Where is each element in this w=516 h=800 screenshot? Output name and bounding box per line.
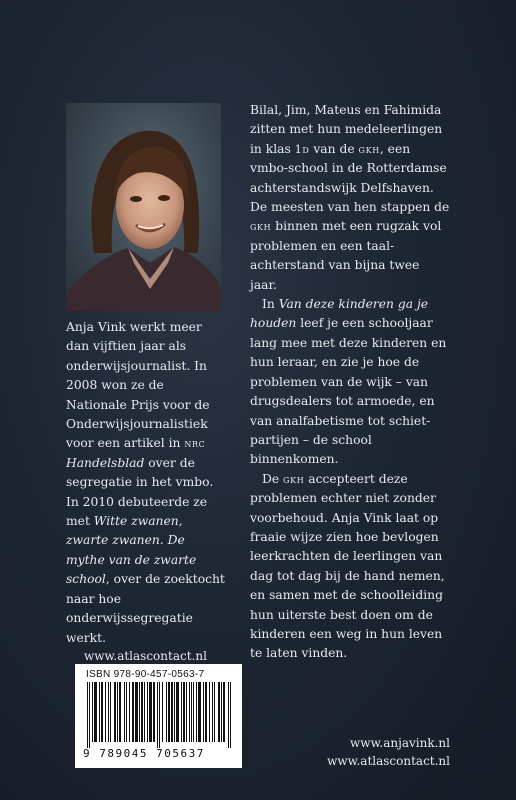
barcode-bar — [198, 682, 201, 742]
ean-digits: 9 789045 705637 — [83, 747, 205, 760]
barcode-bar — [99, 682, 100, 742]
barcode-bar — [191, 682, 192, 742]
isbn-barcode — [75, 664, 242, 768]
class-label: 1d — [294, 142, 310, 156]
blurb-paragraph-1: Bilal, Jim, Mateus en Fahimida zitten met hun medeleerlingen in klas 1d van de gkh, een vmbo-school in de Rotterdamse achterstandswijk Delfshaven. De meesten van hen stappen de gkh binnen met een rugzak vol problemen en een taalachterstand van bijna twee jaar. — [250, 103, 450, 292]
barcode-bar — [144, 682, 145, 742]
barcode-bar — [176, 682, 179, 742]
barcode-bar — [212, 682, 213, 742]
barcode-bar — [89, 682, 90, 748]
barcode-bar — [168, 682, 170, 742]
barcode-bar — [129, 682, 130, 742]
barcode-bar — [228, 682, 229, 748]
barcode-bar — [101, 682, 103, 742]
barcode-bar — [193, 682, 194, 742]
author-bio — [66, 318, 226, 648]
barcode-bar — [230, 682, 231, 748]
barcode-bars — [83, 682, 234, 748]
newspaper-name: Handelsblad — [66, 455, 145, 470]
barcode-bar — [157, 682, 158, 748]
newspaper-name-caps: nrc — [184, 437, 206, 451]
barcode-bar — [159, 682, 160, 748]
web-links — [327, 734, 450, 770]
barcode-bar — [147, 682, 148, 742]
barcode-bar — [153, 682, 155, 742]
bio-paragraph: Anja Vink werkt meer dan vijftien jaar als onderwijsjournalist. In 2008 won ze de Nationale Prijs voor de Onderwijsjournalistiek voor een artikel in nrc Handelsblad over de segregatie in het vmbo. In 2010 debuteerde ze met Witte zwanen, zwarte zwanen. De mythe van de zwarte school, over de zoektocht naar hoe onderwijssegregatie werkt. — [66, 320, 225, 645]
debut-book-title: Witte zwanen, zwarte zwanen. De mythe van de zwarte school — [66, 514, 197, 587]
barcode-bar — [171, 682, 173, 742]
author-website-link[interactable]: www.anjavink.nl — [350, 736, 450, 750]
barcode-bar — [214, 682, 215, 742]
barcode-bar — [92, 682, 93, 742]
barcode-bar — [209, 682, 210, 742]
barcode-bar — [87, 682, 88, 748]
barcode-bar — [162, 682, 163, 742]
barcode-bar — [94, 682, 97, 742]
school-abbr: gkh — [250, 220, 272, 234]
author-photo — [66, 103, 221, 311]
barcode-bar — [119, 682, 121, 742]
barcode-bar — [110, 682, 111, 742]
barcode-bar — [149, 682, 152, 742]
blurb-paragraph-2: In Van deze kinderen ga je houden leef je een schooljaar lang mee met deze kinderen en hun leraar, en zie je hoe de problemen van de wijk – van drugsdealers tot armoede, en van analfabetisme tot schietpartijen – de school binnenkomen. — [250, 297, 447, 467]
barcode-bar — [181, 682, 182, 742]
publisher-website-link[interactable]: www.atlascontact.nl — [327, 754, 450, 768]
barcode-bar — [223, 682, 225, 742]
barcode-bar — [126, 682, 127, 742]
school-abbr: gkh — [283, 472, 305, 486]
barcode-bar — [186, 682, 187, 742]
barcode-bar — [166, 682, 167, 742]
barcode-bar — [124, 682, 125, 742]
barcode-bar — [139, 682, 140, 742]
barcode-bar — [108, 682, 109, 742]
barcode-bar — [196, 682, 197, 742]
barcode-bar — [135, 682, 138, 742]
barcode-bar — [132, 682, 134, 742]
barcode-bar — [218, 682, 220, 742]
barcode-bar — [205, 682, 207, 742]
blurb-paragraph-3: De gkh accepteert deze problemen echter niet zonder voorbehoud. Anja Vink laat op fraaie wijze zien hoe bevlogen leerkrachten de leerlingen van dag tot dag bij de hand nemen, en samen met de schoolleiding hun uiterste best doen om de kinderen een weg in hun leven te laten vinden. — [250, 471, 445, 661]
barcode-bar — [203, 682, 204, 742]
barcode-bar — [183, 682, 185, 742]
barcode-bar — [117, 682, 118, 742]
barcode-bar — [141, 682, 143, 742]
barcode-bar — [114, 682, 116, 742]
book-title: Van deze kinderen ga je houden — [250, 297, 429, 331]
barcode-bar — [189, 682, 190, 742]
school-abbr: gkh — [358, 142, 380, 156]
barcode-bar — [105, 682, 106, 742]
barcode-bar — [174, 682, 175, 742]
isbn-number: ISBN 978-90-457-0563-7 — [86, 669, 205, 680]
publisher-url-above-barcode: www.atlascontact.nl — [84, 649, 207, 663]
book-blurb — [250, 101, 450, 664]
barcode-bar — [221, 682, 222, 742]
